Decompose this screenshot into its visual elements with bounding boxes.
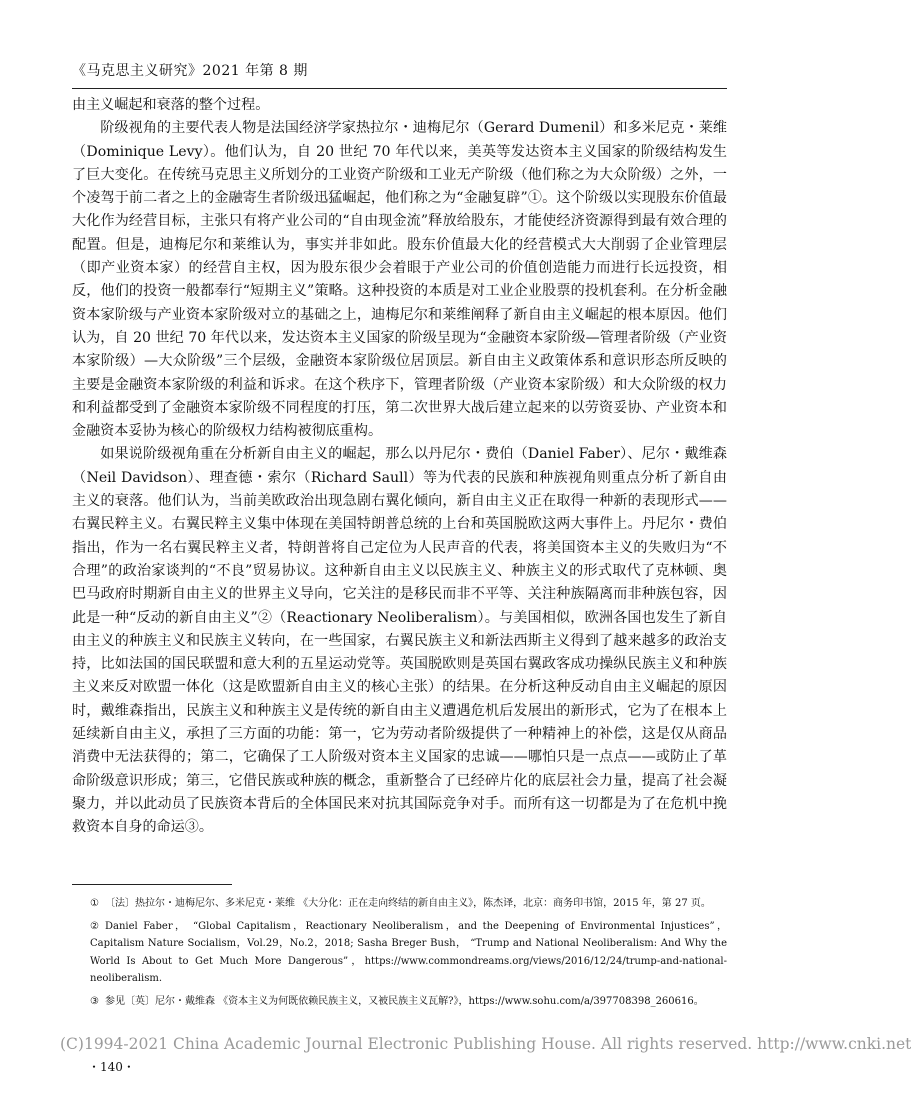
copyright-watermark: (C)1994-2021 China Academic Journal Electronic Publishing House. All rights reserved. http://www.cnki.net bbox=[60, 1035, 911, 1053]
paragraph-continuation: 由主义崛起和衰落的整个过程。 bbox=[72, 97, 270, 113]
journal-header: 《马克思主义研究》2021 年第 8 期 bbox=[72, 63, 308, 79]
page-number: ・140・ bbox=[88, 1060, 135, 1074]
footnotes bbox=[90, 895, 727, 1015]
footnote-text: Daniel Faber， “Global Capitalism，Reactionary Neoliberalism，and the Deepening of Environmental Injustices”，Capitalism Nature Socialism，Vol.29，No.2，2018; Sasha Breger Bush， “Trump and National Neoliberalism: And Why the World Is About to Get Much More Dangerous”，https://www.commondreams.org/views/2016/12/24/trump-and-national-neoliberalism. bbox=[90, 920, 727, 984]
footnote-mark: ② bbox=[90, 920, 99, 932]
footnote-2 bbox=[90, 918, 727, 988]
footnote-3 bbox=[90, 993, 727, 1011]
footnote-1 bbox=[90, 895, 727, 913]
paragraph-class-perspective: 阶级视角的主要代表人物是法国经济学家热拉尔・迪梅尼尔（Gerard Dumenil）和多米尼克・莱维（Dominique Levy）。他们认为，自 20 世纪 70 年代以来，美英等发达资本主义国家的阶级结构发生了巨大变化。在传统马克思主义所划分的工业资产阶级和工业无产阶级（他们称之为大众阶级）之外，一个凌驾于前二者之上的金融寄生者阶级迅猛崛起，他们称之为“金融复辟”①。这个阶级以实现股东价值最大化作为经营目标，主张只有将产业公司的“自由现金流”释放给股东，才能使经济资源得到最有效合理的配置。但是，迪梅尼尔和莱维认为，事实并非如此。股东价值最大化的经营模式大大削弱了企业管理层（即产业资本家）的经营自主权，因为股东很少会着眼于产业公司的价值创造能力而进行长远投资，相反，他们的投资一般都奉行“短期主义”策略。这种投资的本质是对工业企业股票的投机套利。在分析金融资本家阶级与产业资本家阶级对立的基础之上，迪梅尼尔和莱维阐释了新自由主义崛起的根本原因。他们认为，自 20 世纪 70 年代以来，发达资本主义国家的阶级呈现为“金融资本家阶级—管理者阶级（产业资本家阶级）—大众阶级”三个层级，金融资本家阶级位居顶层。新自由主义政策体系和意识形态所反映的主要是金融资本家阶级的利益和诉求。在这个秩序下，管理者阶级（产业资本家阶级）和大众阶级的权力和利益都受到了金融资本家阶级不同程度的打压，第二次世界大战后建立起来的以劳资妥协、产业资本和金融资本妥协为核心的阶级权力结构被彻底重构。 bbox=[72, 120, 727, 440]
body-text bbox=[72, 94, 727, 840]
footnote-mark: ③ bbox=[90, 995, 99, 1007]
footnote-text: 参见〔英〕尼尔・戴维森 《资本主义为何既依赖民族主义，又被民族主义瓦解?》，https://www.sohu.com/a/397708398_260616。 bbox=[104, 995, 704, 1007]
footnote-text: 〔法〕热拉尔・迪梅尼尔、多米尼克・莱维 《大分化：正在走向终结的新自由主义》，陈杰译，北京：商务印书馆，2015 年，第 27 页。 bbox=[104, 898, 711, 909]
paragraph-nation-race-perspective: 如果说阶级视角重在分析新自由主义的崛起，那么以丹尼尔・费伯（Daniel Faber）、尼尔・戴维森（Neil Davidson）、理查德・索尔（Richard Saull）等为代表的民族和种族视角则重点分析了新自由主义的衰落。他们认为，当前美欧政治出现急剧右翼化倾向，新自由主义正在取得一种新的表现形式——右翼民粹主义。右翼民粹主义集中体现在美国特朗普总统的上台和英国脱欧这两大事件上。丹尼尔・费伯指出，作为一名右翼民粹主义者，特朗普将自己定位为人民声音的代表，将美国资本主义的失败归为“不合理”的政治家谈判的“不良”贸易协议。这种新自由主义以民族主义、种族主义的形式取代了克林顿、奥巴马政府时期新自由主义的世界主义导向，它关注的是移民而非不平等、关注种族隔离而非种族包容，因此是一种“反动的新自由主义”②（Reactionary Neoliberalism）。与美国相似，欧洲各国也发生了新自由主义的种族主义和民族主义转向，在一些国家，右翼民族主义和新法西斯主义得到了越来越多的政治支持，比如法国的国民联盟和意大利的五星运动党等。英国脱欧则是英国右翼政客成功操纵民族主义和种族主义来反对欧盟一体化（这是欧盟新自由主义的核心主张）的结果。在分析这种反动自由主义崛起的原因时，戴维森指出，民族主义和种族主义是传统的新自由主义遭遇危机后发展出的新形式，它为了在根本上延续新自由主义，承担了三方面的功能：第一，它为劳动者阶级提供了一种精神上的补偿，这是仅从商品消费中无法获得的；第二，它确保了工人阶级对资本主义国家的忠诚——哪怕只是一点点——或防止了革命阶级意识形成；第三，它借民族或种族的概念，重新整合了已经碎片化的底层社会力量，提高了社会凝聚力，并以此动员了民族资本背后的全体国民来对抗其国际竞争对手。而所有这一切都是为了在危机中挽救资本自身的命运③。 bbox=[72, 446, 727, 836]
footnote-mark: ① bbox=[90, 898, 99, 909]
header-rule bbox=[72, 88, 727, 89]
footnote-rule bbox=[72, 884, 232, 885]
